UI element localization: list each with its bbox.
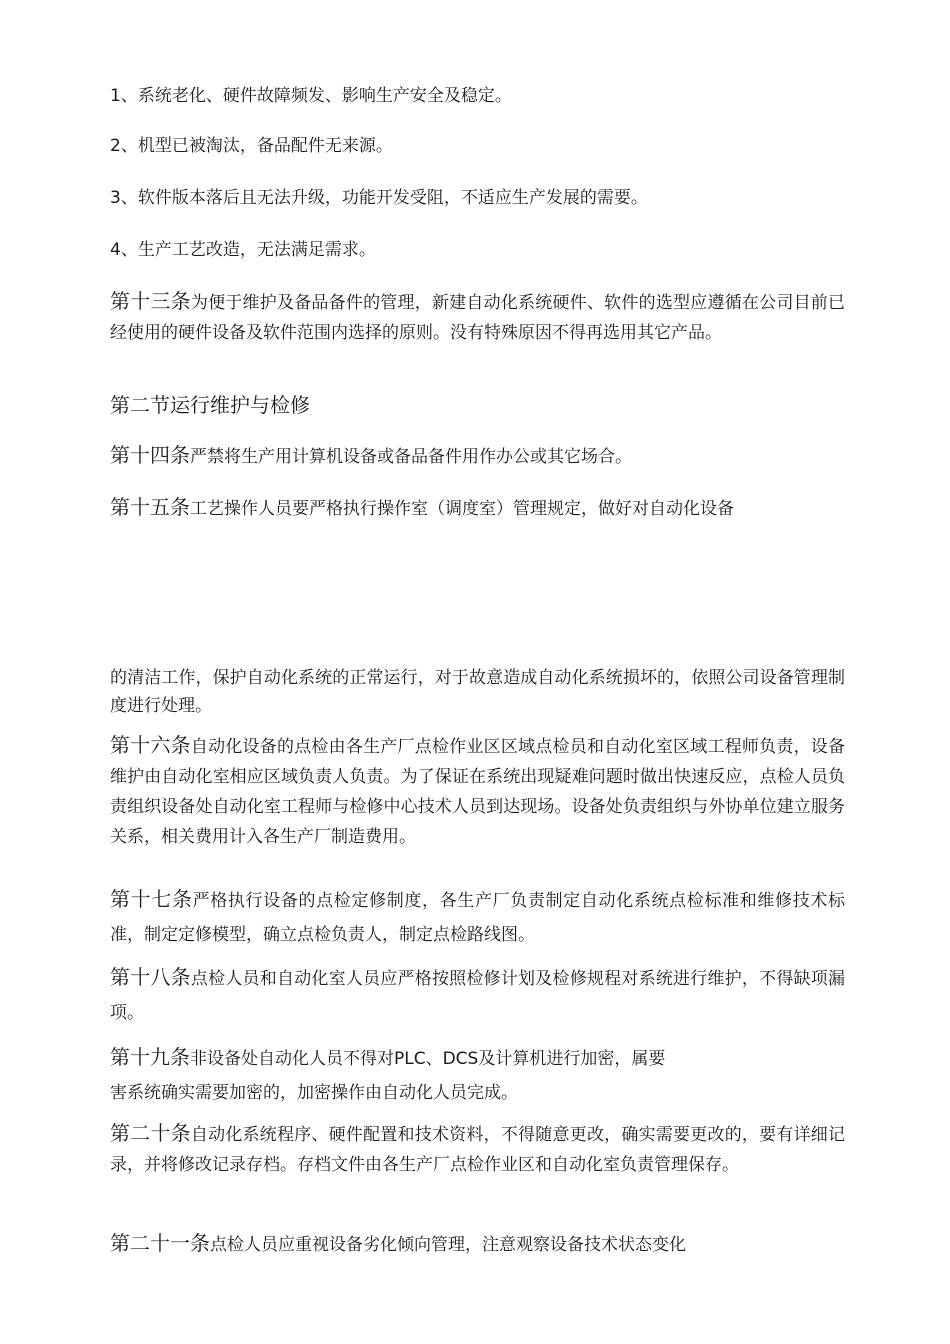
article-19-body-1: 非设备处自动化人员不得对 [190, 1049, 394, 1069]
list-item-4: 4、生产工艺改造，无法满足需求。 [110, 240, 376, 260]
article-19-head: 第十九条 [110, 1045, 190, 1069]
list-item-3: 3、软件版本落后且无法升级，功能开发受阻，不适应生产发展的需要。 [110, 188, 648, 208]
article-21-body: 点检人员应重视设备劣化倾向管理，注意观察设备技术状态变化 [210, 1235, 686, 1255]
article-18 [110, 960, 845, 1030]
article-20 [110, 1118, 845, 1180]
article-14-body: 严禁将生产用计算机设备或备品备件用作办公或其它场合。 [190, 447, 632, 467]
article-18-body: 点检人员和自动化室人员应严格按照检修计划及检修规程对系统进行维护，不得缺项漏项。 [110, 969, 846, 1023]
article-14-head: 第十四条 [110, 443, 190, 467]
article-15-body: 工艺操作人员要严格执行操作室（调度室）管理规定，做好对自动化设备 [190, 499, 734, 519]
article-19-line-2: 害系统确实需要加密的，加密操作由自动化人员完成。 [110, 1083, 518, 1103]
article-19-body-2: 及计算机进行加密，属要 [478, 1049, 666, 1069]
article-16-body: 自动化设备的点检由各生产厂点检作业区区域点检员和自动化室区域工程师负责，设备维护由自动化室相应区域负责人负责。为了保证在系统出现疑难问题时做出快速反应，点检人员负责组织设备处自动化室工程师与检修中心技术人员到达现场。设备处负责组织与外协单位建立服务关系，相关费用计入各生产厂制造费用。 [110, 737, 846, 847]
article-17-body: 严格执行设备的点检定修制度，各生产厂负责制定自动化系统点检标准和维修技术标准，制定定修模型，确立点检负责人，制定点检路线图。 [110, 891, 846, 945]
article-20-body: 自动化系统程序、硬件配置和技术资料，不得随意更改，确实需要更改的，要有详细记录，并将修改记录存档。存档文件由各生产厂点检作业区和自动化室负责管理保存。 [110, 1125, 846, 1175]
article-17-head: 第十七条 [110, 887, 193, 911]
list-item-1: 1、系统老化、硬件故障频发、影响生产安全及稳定。 [110, 86, 512, 106]
article-19 [110, 1040, 845, 1110]
article-13 [110, 286, 845, 348]
section-heading: 第二节运行维护与检修 [110, 393, 310, 417]
article-19-latin: PLC、DCS [394, 1049, 479, 1069]
list-item-2: 2、机型已被淘汰，备品配件无来源。 [110, 136, 393, 156]
article-15-continued: 的清洁工作，保护自动化系统的正常运行，对于故意造成自动化系统损坏的，依照公司设备管理制度进行处理。 [110, 668, 845, 716]
article-16-head: 第十六条 [110, 733, 191, 757]
article-21-head: 第二十一条 [110, 1231, 210, 1255]
article-18-head: 第十八条 [110, 965, 191, 989]
article-20-head: 第二十条 [110, 1121, 191, 1145]
article-14 [110, 440, 845, 472]
article-13-head: 第十三条 [110, 289, 191, 313]
article-21 [110, 1228, 845, 1260]
article-16 [110, 730, 845, 852]
article-17 [110, 882, 845, 952]
article-15 [110, 490, 845, 526]
article-13-body: 为便于维护及备品备件的管理，新建自动化系统硬件、软件的选型应遵循在公司目前已经使用的硬件设备及软件范围内选择的原则。没有特殊原因不得再选用其它产品。 [110, 293, 846, 343]
article-15-head: 第十五条 [110, 495, 190, 519]
